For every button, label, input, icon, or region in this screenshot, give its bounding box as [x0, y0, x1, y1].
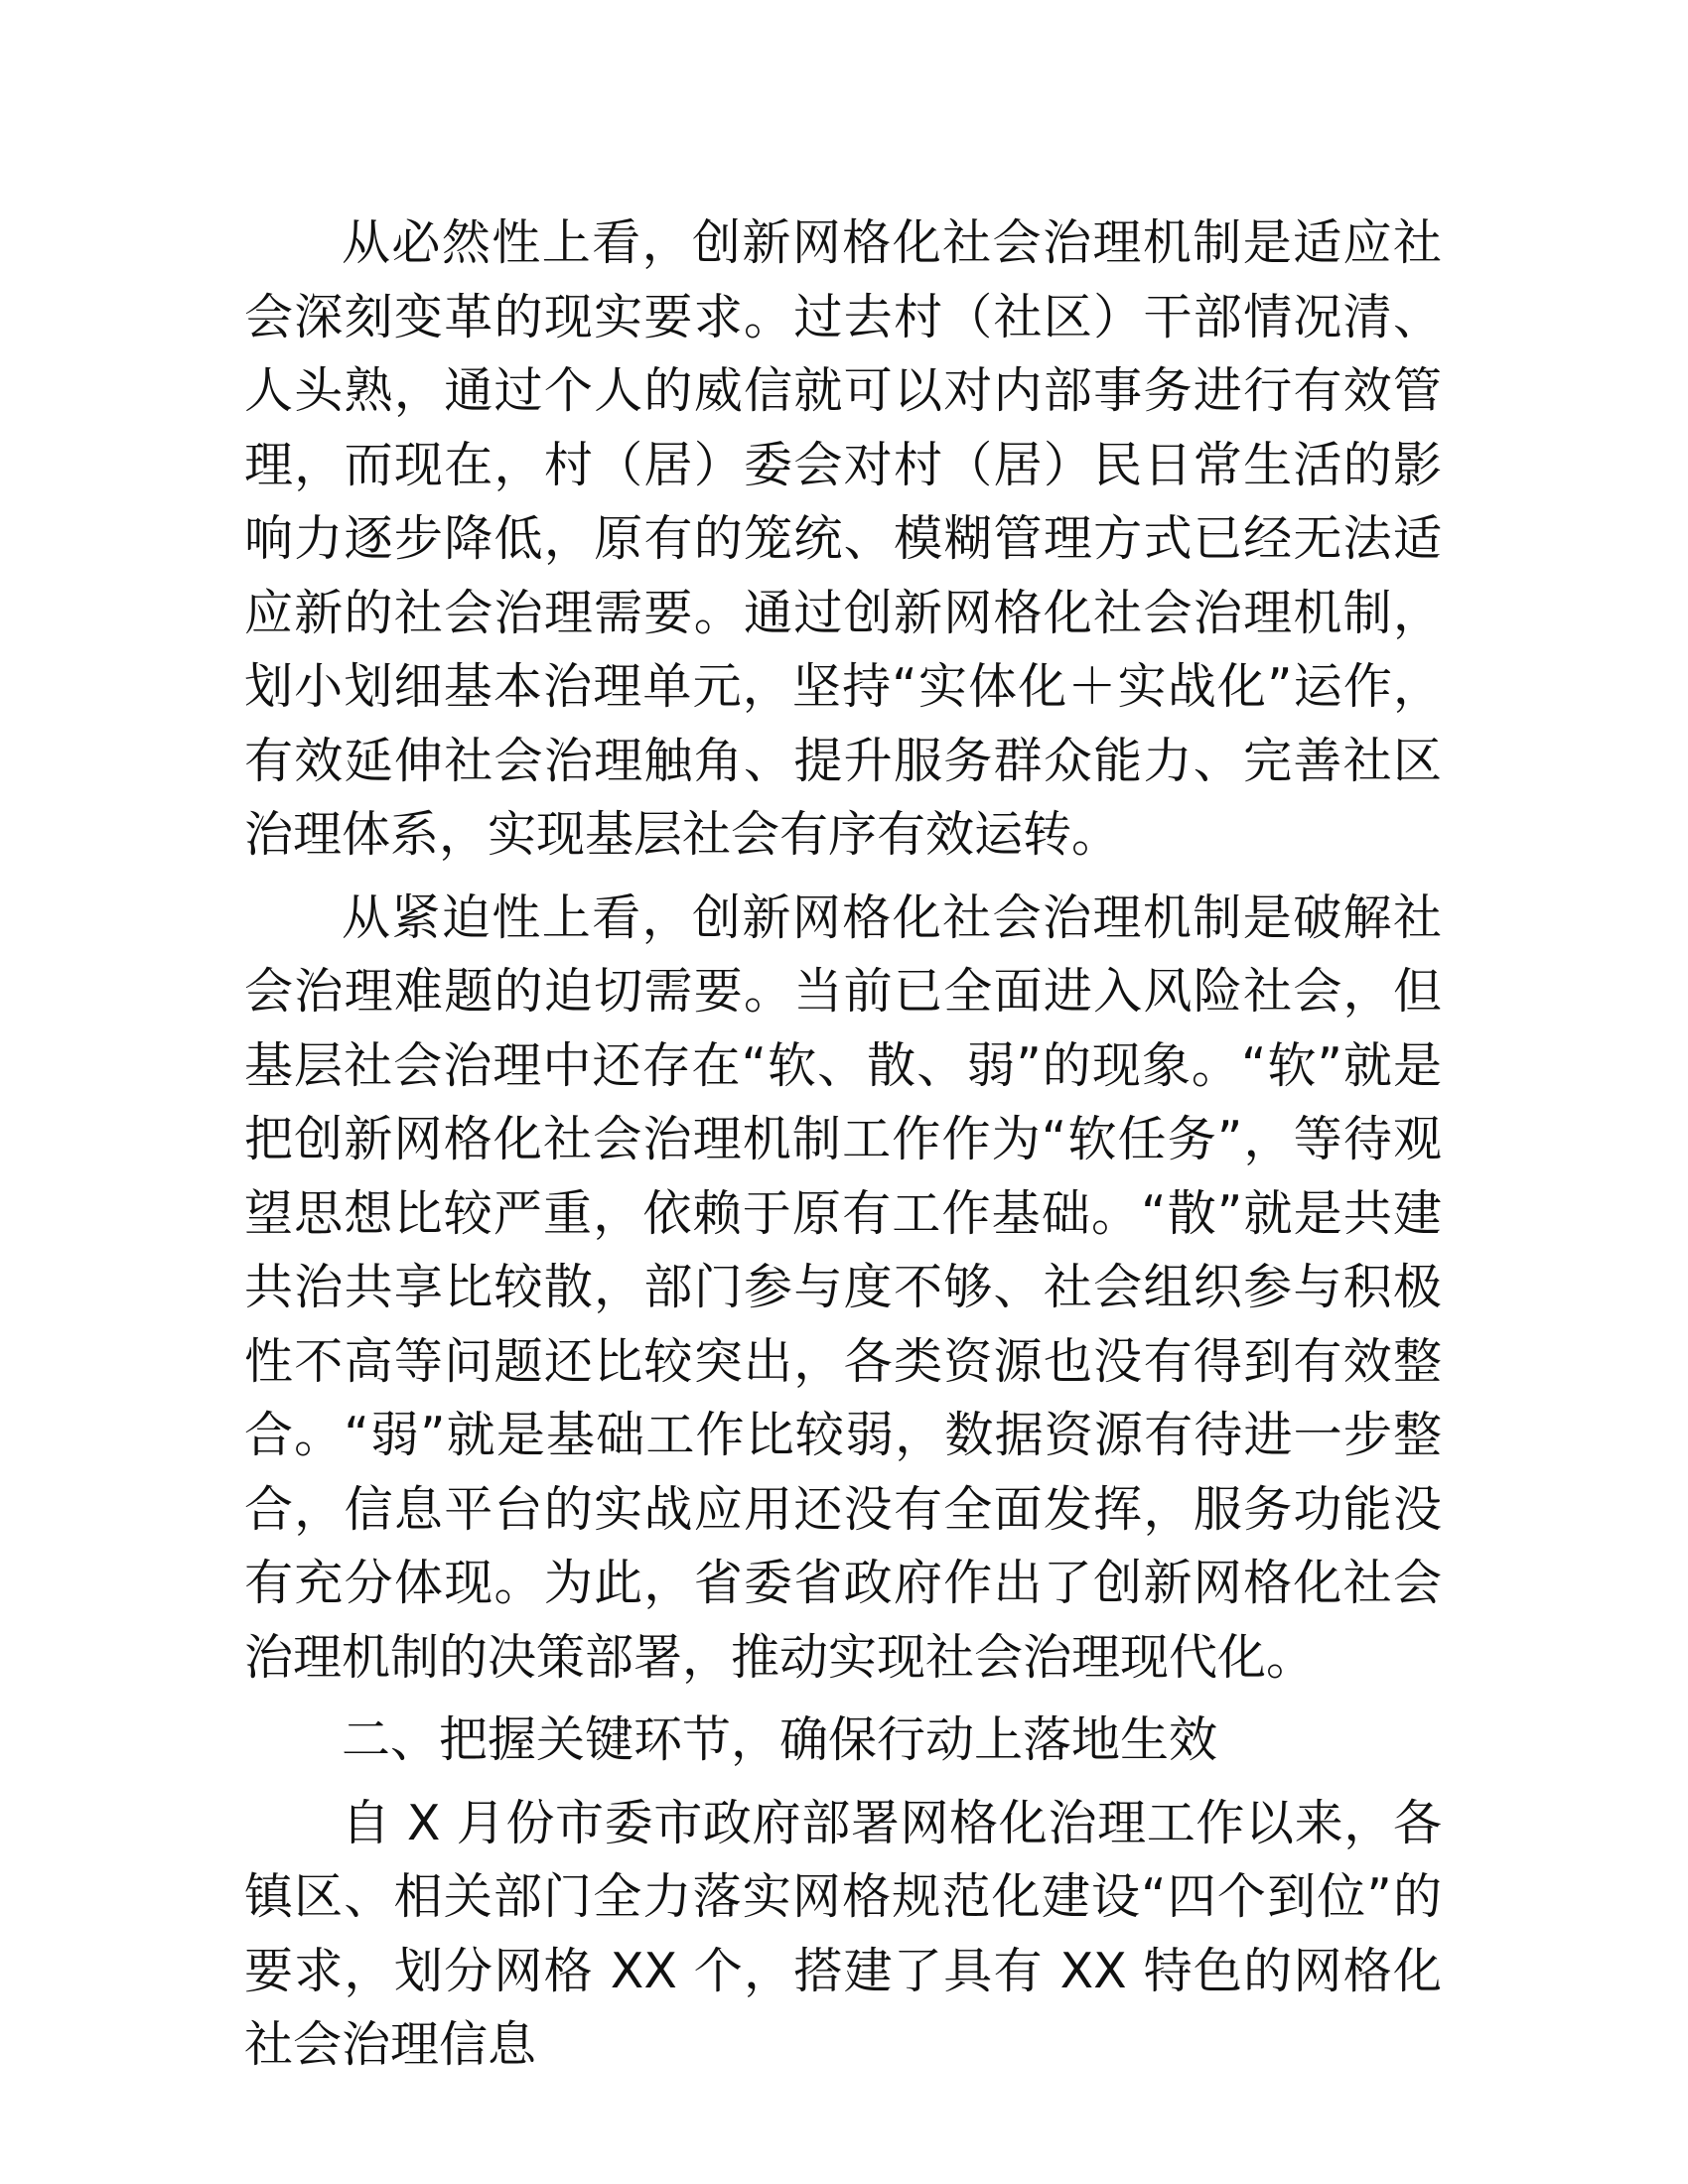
paragraph-necessity: 从必然性上看，创新网格化社会治理机制是适应社会深刻变革的现实要求。过去村（社区）干部情况清、人头熟，通过个人的威信就可以对内部事务进行有效管理，而现在，村（居）委会对村（居）民日常生活的影响力逐步降低，原有的笼统、模糊管理方式已经无法适应新的社会治理需要。通过创新网格化社会治理机制，划小划细基本治理单元，坚持“实体化＋实战化”运作，有效延伸社会治理触角、提升服务群众能力、完善社区治理体系，实现基层社会有序有效运转。 — [244, 214, 1442, 863]
paragraph-urgency: 从紧迫性上看，创新网格化社会治理机制是破解社会治理难题的迫切需要。当前已全面进入风险社会，但基层社会治理中还存在“软、散、弱”的现象。“软”就是把创新网格化社会治理机制工作作为“软任务”，等待观望思想比较严重，依赖于原有工作基础。“散”就是共建共治共享比较散，部门参与度不够、社会组织参与积极性不高等问题还比较突出，各类资源也没有得到有效整合。“弱”就是基础工作比较弱，数据资源有待进一步整合，信息平台的实战应用还没有全面发挥，服务功能没有充分体现。为此，省委省政府作出了创新网格化社会治理机制的决策部署，推动实现社会治理现代化。 — [244, 888, 1442, 1686]
document-body — [244, 206, 1442, 2092]
section-heading: 二、把握关键环节，确保行动上落地生效 — [342, 1711, 1218, 1768]
paragraph-implementation: 自 X 月份市委市政府部署网格化治理工作以来，各镇区、相关部门全力落实网格规范化建设“四个到位”的要求，划分网格 XX 个，搭建了具有 XX 特色的网格化社会治理信息 — [244, 1794, 1442, 2073]
